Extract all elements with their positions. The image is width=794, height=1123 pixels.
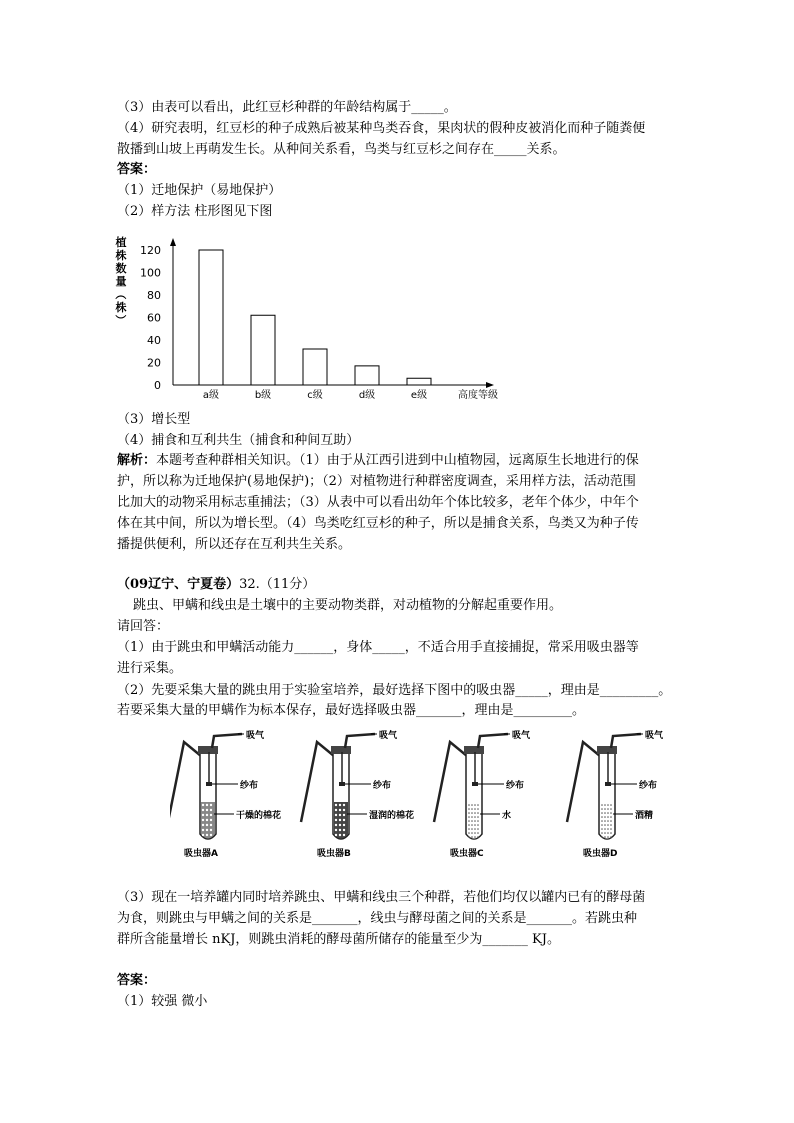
part-2-line2: 若要采集大量的甲螨作为标本保存，最好选择吸虫器_______，理由是_________。: [117, 703, 586, 718]
device-name: 吸虫器D: [583, 849, 618, 859]
label-content: 干燥的棉花: [236, 811, 282, 821]
label-content: 湿润的棉花: [369, 811, 415, 821]
label-mesh: 纱布: [639, 781, 658, 791]
bar: [355, 366, 379, 385]
label-content: 酒精: [635, 811, 654, 821]
analysis-line1: [117, 451, 639, 471]
question-4-line2: 散播到山坡上再萌发生长。从种间关系看，鸟类与红豆杉之间存在_____关系。: [117, 142, 566, 157]
answer-4: （4）捕食和互利共生（捕食和种间互助）: [117, 433, 360, 448]
analysis-line2: 护，所以称为迁地保护(易地保护)；（2）对植物进行种群密度调查，采用样方法，活动范围: [117, 474, 636, 489]
device-name: 吸虫器A: [184, 849, 218, 859]
bar: [251, 315, 275, 385]
y-tick-label: 60: [147, 311, 161, 325]
y-tick-label: 0: [154, 379, 161, 392]
svg-text:（: （: [114, 288, 127, 300]
analysis-label: 解析：: [117, 453, 157, 468]
label-content: 水: [502, 811, 512, 821]
device-name: 吸虫器B: [317, 849, 351, 859]
question-number: 32.（11分）: [239, 577, 316, 592]
x-tick-label: a级: [202, 390, 220, 401]
answer-label-2: 答案：: [117, 973, 157, 988]
analysis-line3: 比加大的动物采用标志重捕法；（3）从表中可以看出幼年个体比较多，老年个体少，中年个: [117, 495, 639, 510]
answer-label: 答案：: [117, 162, 157, 177]
y-tick-label: 120: [140, 244, 161, 257]
y-axis-arrow: [170, 238, 176, 246]
answer-1: （1）迁地保护（易地保护）: [117, 183, 282, 198]
label-mesh: 纱布: [240, 781, 259, 791]
y-axis-label: [114, 235, 127, 326]
svg-text:数: 数: [115, 262, 127, 275]
y-tick-label: 20: [147, 356, 161, 370]
question-3: （3）由表可以看出，此红豆杉种群的年龄结构属于_____。: [117, 100, 457, 115]
device-name: 吸虫器C: [450, 849, 484, 859]
answer-2: （2）样方法 柱形图见下图: [117, 204, 273, 219]
question-header: [117, 575, 315, 595]
svg-text:植: 植: [115, 236, 127, 249]
x-axis-arrow: [486, 382, 494, 388]
bar: [407, 378, 431, 385]
svg-text:量: 量: [115, 275, 127, 288]
answer-3: （3）增长型: [117, 412, 191, 427]
label-mesh: 纱布: [506, 781, 525, 791]
label-suction: 吸气: [379, 731, 398, 741]
final-answer: （1）较强 微小: [117, 994, 208, 1009]
x-tick-label: d级: [358, 390, 376, 401]
svg-text:株: 株: [115, 249, 127, 262]
part-1-line2: 进行采集。: [117, 661, 183, 676]
part-3-line1: （3）现在一培养罐内同时培养跳虫、甲螨和线虫三个种群，若他们均仅以罐内已有的酵母菌: [117, 890, 646, 905]
part-3-line3: 群所含能量增长 nKJ，则跳虫消耗的酵母菌所储存的能量至少为_______ KJ。: [117, 932, 560, 947]
part-2-line1: （2）先要采集大量的跳虫用于实验室培养，最好选择下图中的吸虫器_____，理由是_________。: [117, 683, 672, 698]
part-1-line1: （1）由于跳虫和甲螨活动能力______，身体_____，不适合用手直接捕捉，常采用吸虫器等: [117, 640, 639, 655]
svg-text:）: ）: [114, 314, 127, 326]
part-3-line2: 为食，则跳虫与甲螨之间的关系是_______，线虫与酵母菌之间的关系是_______。若跳虫种: [117, 911, 638, 926]
x-tick-label: e级: [410, 390, 428, 401]
y-tick-label: 100: [140, 266, 161, 280]
analysis-line4: 体在其中间，所以为增长型。（4）鸟类吃红豆杉的种子，所以是捕食关系，鸟类又为种子传: [117, 516, 639, 531]
y-tick-label: 80: [147, 289, 161, 302]
y-tick-label: 40: [147, 334, 161, 347]
aspirator-figure: [170, 724, 710, 864]
x-axis-label: 高度等级: [458, 390, 498, 401]
analysis-line5: 播提供便利，所以还存在互利共生关系。: [117, 537, 352, 552]
label-mesh: 纱布: [373, 781, 392, 791]
question-source: （09辽宁、宁夏卷）: [117, 577, 240, 592]
label-suction: 吸气: [246, 731, 265, 741]
svg-text:株: 株: [115, 301, 127, 314]
question-4-line1: （4）研究表明，红豆杉的种子成熟后被某种鸟类吞食，果肉状的假种皮被消化而种子随粪便: [117, 121, 646, 136]
bar: [199, 250, 223, 385]
analysis-text: 本题考查种群相关知识。（1）由于从江西引进到中山植物园，远离原生长地进行的保: [156, 453, 639, 468]
question-prompt: 请回答：: [117, 619, 170, 634]
aspirator-c: [434, 729, 531, 859]
aspirator-a: [170, 729, 281, 859]
aspirator-b: [301, 729, 414, 859]
question-intro: 跳虫、甲螨和线虫是土壤中的主要动物类群，对动植物的分解起重要作用。: [133, 598, 563, 613]
bar: [303, 349, 327, 385]
x-tick-label: b级: [254, 390, 272, 401]
label-suction: 吸气: [512, 731, 531, 741]
label-suction: 吸气: [645, 731, 664, 741]
aspirator-d: [567, 729, 664, 859]
bar-chart: [113, 232, 513, 402]
x-tick-label: c级: [307, 390, 323, 401]
